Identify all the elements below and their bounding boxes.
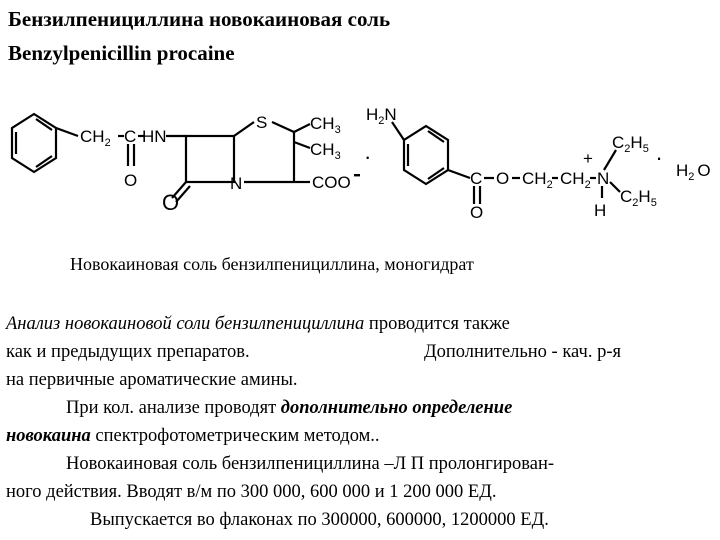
page-subtitle: Benzylpenicillin procaine	[8, 41, 235, 65]
body-line-5: новокаина спектрофотометрическим методом..	[6, 426, 380, 446]
chemical-structure-diagram	[0, 92, 720, 232]
carboxylate-label: COO	[312, 173, 351, 192]
body-line-8: Выпускается во флаконах по 300000, 600000, 1200000 ЕД.	[90, 510, 549, 530]
body-line-3: на первичные ароматические амины.	[6, 370, 298, 390]
dot-separator: ·	[364, 144, 372, 169]
structure-caption: Новокаиновая соль бензилпенициллина, моногидрат	[70, 254, 474, 274]
ester-carbonyl-oxygen-label: O	[470, 203, 484, 222]
water-label: $H_2$ O	[676, 161, 711, 183]
body-line-6: Новокаиновая соль бензилпенициллина –Л П пролонгирован-	[66, 454, 555, 474]
nitrogen-label: N	[230, 174, 243, 193]
carbonyl-oxygen-label: O	[124, 171, 138, 190]
methyl-mid-label: $CH_3$	[310, 140, 341, 162]
positive-charge-label: +	[583, 149, 593, 168]
ethyl-bottom-label: $C_2H_5$	[620, 187, 657, 209]
page-title: Бензилпенициллина новокаиновая соль	[8, 7, 391, 31]
ester-carbon-label: C	[470, 169, 483, 188]
ch2a-label: $CH_2$	[522, 169, 553, 191]
methyl-top-label: $CH_3$	[310, 114, 341, 136]
ch2b-label: $CH_2$	[560, 169, 591, 191]
water-dot: .	[656, 140, 663, 165]
lactam-oxygen-label: O	[162, 190, 180, 215]
body-line-7: ного действия. Вводят в/м по 300 000, 600 000 и 1 200 000 ЕД.	[6, 482, 497, 502]
ester-oxygen-label: O	[496, 169, 510, 188]
amine-label: $H_2N$	[366, 105, 397, 127]
sulfur-label: S	[256, 113, 268, 132]
body-line-2: как и предыдущих препаратов. Дополнительно - кач. р-я	[6, 342, 621, 362]
hn-label: HN	[142, 127, 167, 146]
body-line-1: Анализ новокаиновой соли бензилпенициллина проводится также	[6, 314, 510, 334]
ethyl-top-label: $C_2H_5$	[612, 133, 649, 155]
analysis-emphasis: Анализ новокаиновой соли бензилпенициллина	[6, 314, 365, 334]
ammonium-nitrogen-label: N	[597, 169, 610, 188]
body-line-4: При кол. анализе проводят дополнительно определение	[66, 398, 513, 418]
ch2-label: $CH_2$	[80, 127, 111, 149]
carbonyl-carbon-label: C	[124, 127, 137, 146]
body-text	[6, 310, 712, 534]
ammonium-hydrogen-label: H	[594, 201, 607, 220]
